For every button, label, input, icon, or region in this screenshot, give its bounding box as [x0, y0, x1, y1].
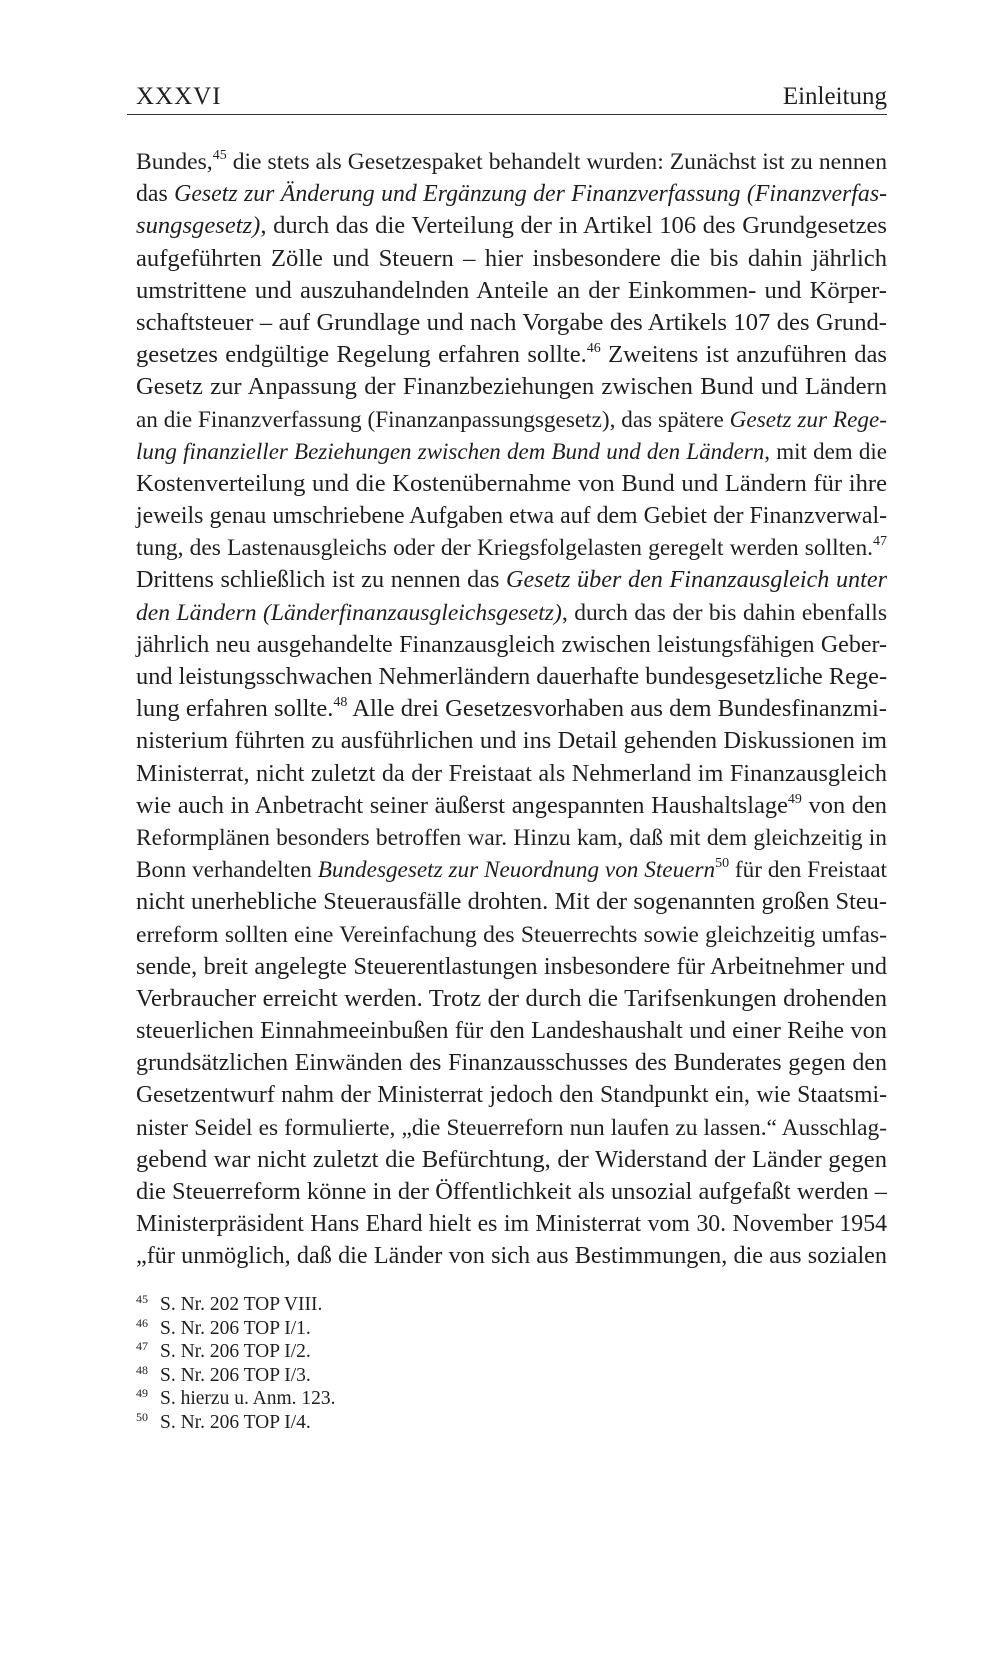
footnote-number: 48 [136, 1362, 148, 1377]
text-run: von den [801, 791, 887, 819]
text-run: umstrittene und auszuhandelnden Anteile an der Einkommen- und Körper- [136, 276, 887, 304]
text-run: Drittens schließlich ist zu nennen das [136, 566, 506, 594]
text-run: Reformplänen besonders betroffen war. Hinzu kam, daß mit dem gleichzeitig in [136, 824, 887, 851]
body-line [136, 178, 887, 210]
body-line [136, 597, 887, 629]
body-line [136, 500, 887, 532]
body-line [136, 1112, 887, 1144]
text-run: , durch das der bis dahin ebenfalls [561, 599, 888, 626]
text-run: Alle drei Gesetzesvorhaben aus dem Bundesfinanzmi- [347, 695, 887, 723]
body-line [136, 1144, 887, 1176]
text-run: das [136, 181, 175, 208]
body-text [136, 146, 887, 1273]
text-run: erreform sollten eine Vereinfachung des Steuerrechts sowie gleichzeitig umfas- [136, 921, 887, 948]
footnote-text: S. Nr. 206 TOP I/3. [160, 1364, 311, 1386]
italic-title: Gesetz über den Finanzausgleich unter [505, 566, 888, 594]
body-line [136, 275, 887, 307]
text-run: wie auch in Anbetracht seiner äußerst angespannten Haushaltslage [136, 791, 788, 819]
body-line [136, 822, 887, 854]
body-line [136, 210, 887, 242]
footnote-reference: 49 [787, 791, 802, 807]
footnote-number: 50 [136, 1409, 148, 1424]
body-line [136, 693, 887, 725]
body-line [136, 725, 887, 757]
footnote-reference: 46 [586, 341, 601, 357]
body-line [136, 371, 887, 403]
footnote-text: S. Nr. 206 TOP I/1. [160, 1317, 311, 1339]
text-run: gebend war nicht zuletzt die Befürchtung, der Widerstand der Länder gegen [136, 1145, 887, 1173]
text-run: , durch das die Verteilung der in Artikel 106 des Grundgesetzes [260, 212, 887, 240]
text-run: Ministerrat, nicht zuletzt da der Freistaat als Nehmerland im Finanzausgleich [136, 759, 887, 787]
footnote [136, 1340, 636, 1364]
footnote [136, 1317, 636, 1341]
italic-title: den Ländern (Länderfinanzausgleichsgesetz) [136, 599, 562, 626]
body-line [136, 1208, 887, 1240]
body-line [136, 307, 887, 339]
footnote [136, 1411, 636, 1435]
italic-title: Bundesgesetz zur Neuordnung von Steuern [317, 857, 716, 884]
footnote-reference: 50 [715, 856, 730, 872]
footnote-reference: 47 [873, 534, 887, 550]
text-run: sende, breit angelegte Steuerentlastungen insbesondere für Arbeitnehmer und [136, 952, 887, 980]
body-line [136, 564, 887, 596]
text-run: an die Finanzverfassung (Finanzanpassungsgesetz), das spätere [136, 406, 730, 433]
text-run: Bundes, [136, 149, 213, 175]
text-run: Ministerpräsident Hans Ehard hielt es im Ministerrat vom 30. November 1954 [136, 1211, 887, 1238]
italic-title: Gesetz zur Rege- [729, 406, 887, 433]
body-line [136, 983, 887, 1015]
body-line [136, 339, 887, 371]
footnote-text: S. Nr. 206 TOP I/4. [160, 1411, 311, 1433]
text-run: jährlich neu ausgehandelte Finanzausgleich zwischen leistungsfähigen Geber- [136, 631, 887, 658]
body-line [136, 146, 887, 178]
text-run: „für unmöglich, daß die Länder von sich aus Bestimmungen, die aus sozialen [136, 1242, 887, 1270]
footnote [136, 1387, 636, 1411]
body-line [136, 532, 887, 564]
text-run: nicht unerhebliche Steuerausfälle drohten. Mit der sogenannten großen Steu- [136, 888, 887, 916]
text-run: Bonn verhandelten [136, 857, 318, 884]
text-run: tung, des Lastenausgleichs oder der Kriegsfolgelasten geregelt werden sollten. [136, 535, 873, 562]
footnote-number: 46 [136, 1315, 148, 1330]
text-run: schaftsteuer – auf Grundlage und nach Vorgabe des Artikels 107 des Grund- [136, 308, 887, 336]
footnote-number: 45 [136, 1292, 148, 1306]
body-line [136, 886, 887, 918]
body-line [136, 243, 887, 275]
header-rule [127, 114, 887, 115]
text-run: die Steuerreform könne in der Öffentlichkeit als unsozial aufgefaßt werden – [136, 1178, 887, 1205]
footnote [136, 1364, 636, 1388]
text-run: grundsätzlichen Einwänden des Finanzausschusses des Bunderates gegen den [136, 1050, 887, 1077]
body-line [136, 919, 887, 951]
text-run: nister Seidel es formulierte, „die Steuerreforn nun laufen zu lassen.“ Ausschlag- [136, 1114, 887, 1141]
text-run: jeweils genau umschriebene Aufgaben etwa auf dem Gebiet der Finanzverwal- [136, 503, 887, 530]
body-line [136, 629, 887, 661]
footnotes [136, 1293, 636, 1435]
text-run: Gesetzentwurf nahm der Ministerrat jedoch den Standpunkt ein, wie Staatsmi- [136, 1082, 887, 1109]
text-run: Verbraucher erreicht werden. Trotz der durch die Tarifsenkungen drohenden [136, 984, 887, 1012]
footnote-text: S. Nr. 202 TOP VIII. [160, 1294, 323, 1315]
text-run: und leistungsschwachen Nehmerländern dauerhafte bundesgesetzliche Rege- [136, 663, 888, 690]
page-number: XXXVI [136, 83, 222, 110]
footnote-number: 47 [136, 1339, 148, 1354]
text-run: gesetzes endgültige Regelung erfahren sollte. [136, 341, 587, 369]
body-line [136, 404, 887, 436]
text-run: die stets als Gesetzespaket behandelt wurden: Zunächst ist zu nennen [226, 149, 887, 175]
footnote-reference: 45 [212, 148, 227, 163]
body-line [136, 468, 887, 500]
body-line [136, 790, 887, 822]
text-run: , mit dem die [764, 438, 887, 464]
text-run: Kostenverteilung und die Kostenübernahme von Bund und Ländern für ihre [136, 469, 887, 497]
body-line [136, 1079, 887, 1111]
footnote-reference: 48 [333, 695, 348, 711]
italic-title: Gesetz zur Änderung und Ergänzung der Finanzverfassung (Finanzverfas- [174, 181, 888, 208]
body-line [136, 1015, 887, 1047]
text-run: Zweitens ist anzuführen das [600, 341, 887, 369]
footnote-text: S. Nr. 206 TOP I/2. [160, 1341, 311, 1363]
body-line [136, 758, 887, 790]
body-line [136, 1240, 887, 1272]
text-run: Gesetz zur Anpassung der Finanzbeziehungen zwischen Bund und Ländern [136, 373, 887, 401]
text-run: für den Freistaat [729, 857, 887, 884]
body-line [136, 854, 887, 886]
section-title: Einleitung [782, 83, 887, 110]
footnote-number: 49 [136, 1386, 148, 1401]
italic-title: sungsgesetz) [136, 212, 261, 240]
text-run: steuerlichen Einnahmeeinbußen für den Landeshaushalt und einer Reihe von [136, 1017, 887, 1045]
body-line [136, 1176, 887, 1208]
footnote-text: S. hierzu u. Anm. 123. [160, 1388, 336, 1410]
body-line [136, 951, 887, 983]
body-line [136, 436, 887, 468]
footnote [136, 1293, 636, 1317]
body-line [136, 661, 887, 693]
text-run: aufgeführten Zölle und Steuern – hier insbesondere die bis dahin jährlich [136, 244, 887, 272]
italic-title: lung finanzieller Beziehungen zwischen dem Bund und den Ländern [136, 438, 765, 464]
body-line [136, 1047, 887, 1079]
text-run: nisterium führten zu ausführlichen und ins Detail gehenden Diskussionen im [136, 727, 887, 755]
text-run: lung erfahren sollte. [136, 695, 334, 723]
